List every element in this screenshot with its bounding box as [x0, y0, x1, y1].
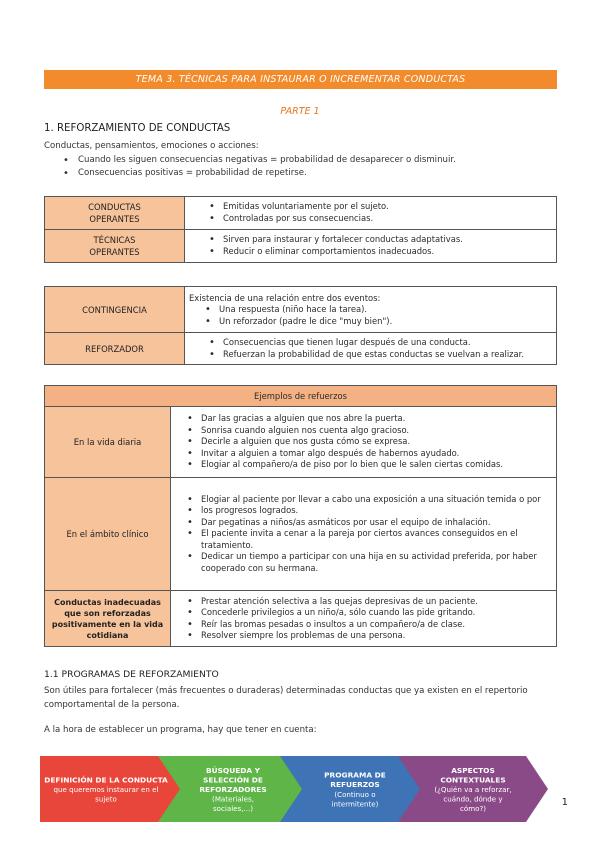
table-row [45, 591, 557, 647]
section1-bullet-list [60, 154, 456, 180]
part-label: PARTE 1 [280, 106, 320, 117]
flow-step-subtitle: que queremos instaurar en el [53, 785, 159, 794]
table-label-cell [45, 478, 171, 591]
label-line: CONDUCTAS [88, 202, 141, 212]
flow-step-subtitle: (Materiales, [212, 794, 254, 804]
section11-heading: 1.1 PROGRAMAS DE REFORZAMIENTO [44, 669, 219, 680]
section1-heading: 1. REFORZAMIENTO DE CONDUCTAS [44, 123, 231, 134]
bullet-list [193, 234, 550, 257]
list-item: • Consecuencias que tienen lugar después de una conducta. [193, 337, 550, 349]
table-label-cell [45, 591, 171, 647]
list-item: • Consecuencias positivas = probabilidad de repetirse. [60, 167, 456, 180]
flow-step-subtitle: cuándo, dónde y [443, 794, 503, 804]
page-number: 1 [561, 797, 568, 808]
label-line: Conductas inadecuadas [54, 597, 161, 607]
bullet-list [189, 304, 550, 327]
table-content-cell [185, 333, 557, 365]
table-content-cell [171, 478, 557, 591]
list-item: • Dar pegatinas a niños/as asmáticos por usar el equipo de inhalación. [179, 517, 550, 529]
list-item: • los progresos logrados. [179, 505, 550, 517]
list-item: • Dar las gracias a alguien que nos abre la puerta. [179, 413, 550, 425]
table-row [45, 407, 557, 478]
flow-step-title: DEFINICIÓN DE LA CONDUCTA [44, 775, 168, 785]
flow-step-title: ASPECTOS [451, 765, 495, 775]
bullet-list [179, 494, 550, 575]
table-content-cell [185, 287, 557, 333]
list-item: • Un reforzador (padre le dice "muy bien"). [189, 316, 550, 328]
table-content-cell [185, 197, 557, 230]
table-label-cell [45, 197, 185, 230]
section1-intro: Conductas, pensamientos, emociones o acciones: [44, 141, 259, 151]
program-flow-diagram [40, 756, 550, 822]
list-item: • Dedicar un tiempo a participar con una hija en su actividad preferida, por haber cooperado con su hermana. [179, 551, 550, 574]
flow-step-subtitle: cómo?) [459, 804, 487, 814]
list-item: • El paciente invita a cenar a la pareja por ciertos avances conseguidos en el tratamiento. [179, 528, 550, 551]
document-title: TEMA 3. TÉCNICAS PARA INSTAURAR O INCREMENTAR CONDUCTAS [135, 74, 466, 85]
label-line: positivamente en la vida [51, 619, 164, 629]
table-label-cell: CONTINGENCIA [45, 287, 185, 333]
flow-step-title: REFUERZOS [330, 780, 380, 790]
list-item: • Reducir o eliminar comportamientos inadecuados. [193, 246, 550, 258]
list-item: • Refuerzan la probabilidad de que estas conductas se vuelvan a realizar. [193, 349, 550, 361]
list-item: • Una respuesta (niño hace la tarea). [189, 304, 550, 316]
list-item: • Resolver siempre los problemas de una persona. [179, 630, 550, 642]
table-row [45, 197, 557, 230]
label-line: OPERANTES [89, 214, 140, 224]
flow-step-title: CONTEXTUALES [440, 775, 506, 785]
flow-step-subtitle: (Continuo o [334, 789, 376, 799]
operant-table [44, 196, 557, 263]
flow-step-title: BÚSQUEDA Y [205, 765, 261, 775]
flow-step-subtitle: sociales,...) [212, 804, 254, 814]
table-label-cell [45, 230, 185, 263]
flow-step-title: SELECCIÓN DE [203, 775, 263, 785]
document-title-banner [44, 70, 557, 89]
list-item: • Emitidas voluntariamente por el sujeto. [193, 201, 550, 213]
table-label-cell: REFORZADOR [45, 333, 185, 365]
label-line: cotidiana [86, 630, 129, 640]
label-line: En la vida diaria [73, 437, 142, 447]
list-item: • Sonrisa cuando alguien nos cuenta algo gracioso. [179, 425, 550, 437]
bullet-list [179, 413, 550, 471]
contingency-intro: Existencia de una relación entre dos eventos: [189, 292, 381, 303]
flow-step-title: PROGRAMA DE [324, 770, 386, 780]
flow-step-subtitle: sujeto [95, 794, 117, 804]
bullet-list [193, 201, 550, 224]
label-line: TÉCNICAS [93, 235, 136, 245]
bullet-list [193, 337, 550, 360]
table-row [45, 230, 557, 263]
table-content-cell [185, 230, 557, 263]
label-line: En el ámbito clínico [66, 529, 149, 539]
reinforcement-examples-table [44, 385, 557, 647]
table-row [45, 333, 557, 365]
label-line: que son reforzadas [64, 608, 151, 618]
list-item: • Prestar atención selectiva a las quejas depresivas de un paciente. [179, 596, 550, 608]
section11-text [44, 684, 528, 712]
list-item: • Concederle privilegios a un niño/a, sólo cuando las pide gritando. [179, 607, 550, 619]
table-header-row [45, 386, 557, 407]
table-row [45, 287, 557, 333]
text-line: comportamental de la persona. [44, 700, 180, 710]
table-header: Ejemplos de refuerzos [45, 386, 557, 407]
table-label-cell [45, 407, 171, 478]
list-item: • Elogiar al compañero/a de piso por lo bien que le salen ciertas comidas. [179, 459, 550, 471]
table-row [45, 478, 557, 591]
text-line: Son útiles para fortalecer (más frecuentes o duraderas) determinadas conductas que ya existen en el repertorio [44, 686, 528, 696]
list-item: • Controladas por sus consecuencias. [193, 213, 550, 225]
list-item: • Elogiar al paciente por llevar a cabo una exposición a una situación temida o por [179, 494, 550, 506]
bullet-list [179, 596, 550, 642]
section11-text2: A la hora de establecer un programa, hay que tener en cuenta: [44, 725, 317, 735]
list-item: • Decirle a alguien que nos gusta cómo se expresa. [179, 436, 550, 448]
flow-step-title: REFORZADORES [199, 785, 267, 794]
table-content-cell [171, 407, 557, 478]
flow-step-subtitle: (¿Quién va a reforzar, [434, 785, 512, 794]
list-item: • Cuando les siguen consecuencias negativas = probabilidad de desaparecer o disminuir. [60, 154, 456, 167]
list-item: • Reír las bromas pesadas o insultos a un compañero/a de clase. [179, 619, 550, 631]
contingency-table [44, 286, 557, 365]
list-item: • Invitar a alguien a tomar algo después de habernos ayudado. [179, 448, 550, 460]
label-line: OPERANTES [89, 247, 140, 257]
list-item: • Sirven para instaurar y fortalecer conductas adaptativas. [193, 234, 550, 246]
flow-step-subtitle: intermitente) [331, 799, 379, 809]
table-content-cell [171, 591, 557, 647]
